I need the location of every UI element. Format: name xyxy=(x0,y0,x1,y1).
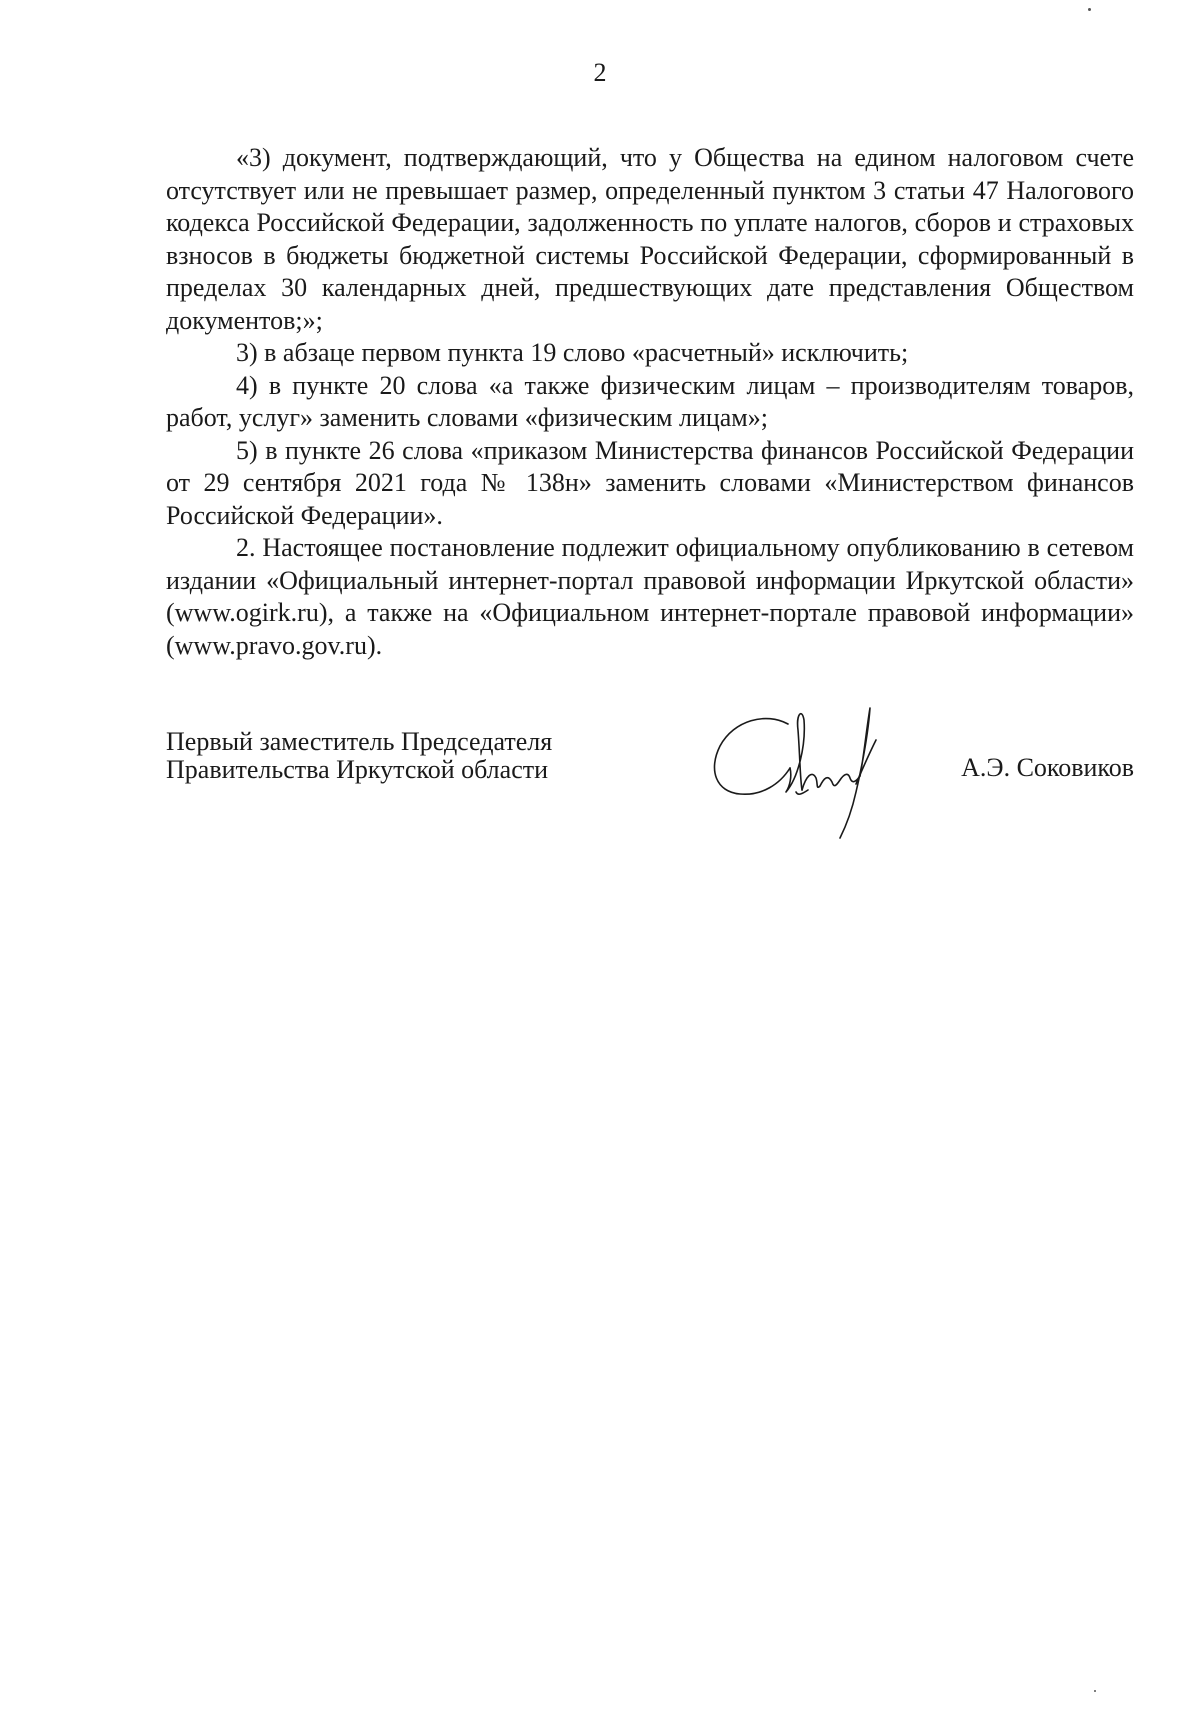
scan-speck xyxy=(1094,1690,1096,1692)
paragraph-amendment-point-26: 5) в пункте 26 слова «приказом Министерства финансов Российской Федерации от 29 сентября 2021 года № 138н» заменить словами «Министерством финансов Российской Федерации». xyxy=(166,435,1134,530)
paragraph-amendment-point-19: 3) в абзаце первом пункта 19 слово «расчетный» исключить; xyxy=(236,338,909,367)
scan-speck xyxy=(1088,8,1091,11)
signer-position xyxy=(166,728,552,784)
paragraph-publication: 2. Настоящее постановление подлежит официальному опубликованию в сетевом издании «Официальный интернет-портал правовой информации Иркутской области» (www.ogirk.ru), а также на «Официальном интернет-портале правовой информации» (www.pravo.gov.ru). xyxy=(166,533,1134,660)
paragraph-amendment-point-20: 4) в пункте 20 слова «а также физическим лицам – производителям товаров, работ, услуг» заменить словами «физическим лицам»; xyxy=(166,370,1134,432)
handwritten-signature xyxy=(706,686,886,846)
paragraph-amendment-item-3: «3) документ, подтверждающий, что у Общества на едином налоговом счете отсутствует или не превышает размер, определенный пунктом 3 статьи 47 Налогового кодекса Российской Федерации, задолженность по уплате налогов, сборов и страховых взносов в бюджеты бюджетной системы Российской Федерации, сформированный в пределах 30 календарных дней, предшествующих дате представления Обществом документов;»; xyxy=(166,143,1134,335)
document-body xyxy=(166,142,1134,662)
signature-block xyxy=(166,728,1134,848)
signer-position-line-1: Первый заместитель Председателя xyxy=(166,727,553,756)
signer-name: А.Э. Соковиков xyxy=(961,753,1134,782)
page-number: 2 xyxy=(593,58,607,87)
signer-position-line-2: Правительства Иркутской области xyxy=(166,755,549,784)
